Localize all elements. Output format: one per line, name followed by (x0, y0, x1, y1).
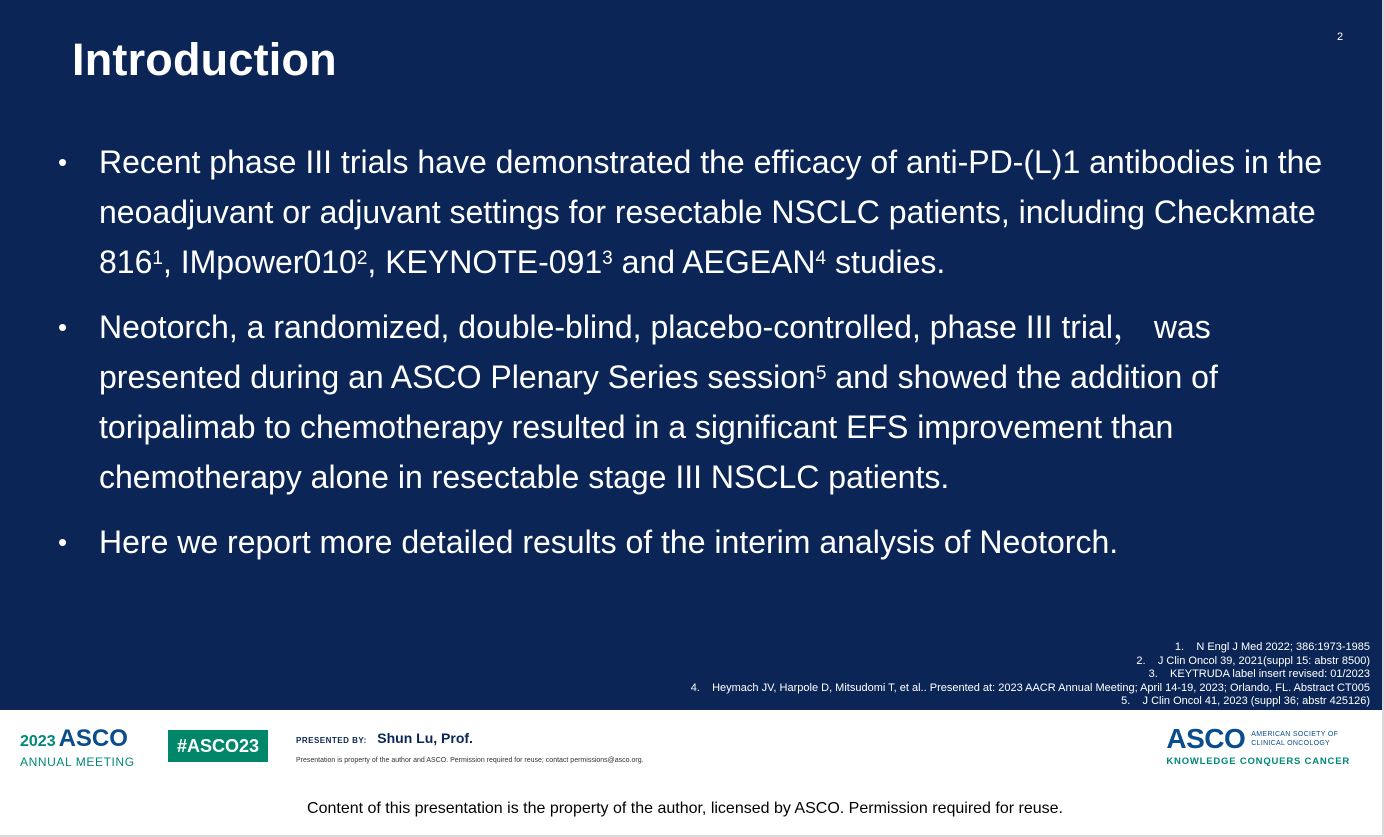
reference-item: 3. KEYTRUDA label insert revised: 01/2023 (1148, 668, 1370, 681)
references (691, 641, 1370, 709)
bullet-text: , IMpower010 (162, 244, 357, 280)
reference-superscript: 1 (152, 248, 163, 269)
bullet-dot-icon: • (58, 527, 68, 557)
bullet-item (58, 137, 1358, 287)
bullet-item (58, 302, 1358, 502)
reference-item: 4. Heymach JV, Harpole D, Mitsudomi T, et al.. Presented at: 2023 AACR Annual Meeting; April 14-19, 2023; Orlando, FL. Abstract CT005 (690, 681, 1370, 694)
asco-tagline: KNOWLEDGE CONQUERS CANCER (1166, 756, 1350, 767)
presented-by-label: PRESENTED BY: (296, 736, 367, 745)
bullet-dot-icon: • (58, 147, 68, 177)
reference-superscript: 2 (356, 248, 368, 269)
presenter-name: Shun Lu, Prof. (377, 730, 473, 746)
meeting-org: ASCO (58, 725, 128, 752)
reference-item: 5. J Clin Oncol 41, 2023 (suppl 36; abstr 425126) (1121, 695, 1370, 708)
presenter-block (296, 730, 644, 764)
asco-society-name: AMERICAN SOCIETY OF CLINICAL ONCOLOGY (1251, 731, 1339, 747)
reference-superscript: 5 (815, 363, 827, 384)
bullet-text: studies. (826, 244, 946, 280)
content-notice: Content of this presentation is the property of the author, licensed by ASCO. Permission required for reuse. (307, 800, 1063, 817)
slide-title: Introduction (72, 34, 337, 85)
hashtag-badge: #ASCO23 (168, 730, 268, 762)
page-number: 2 (1337, 31, 1344, 43)
bullet-text: Neotorch, a randomized, double-blind, placebo-controlled, phase III trial， was presented during an ASCO Plenary Series session (99, 309, 1211, 395)
bullet-text: Recent phase III trials have demonstrated the efficacy of anti-PD-(L)1 antibodies in the neoadjuvant or adjuvant settings for resectable NSCLC patients, including Checkmate 816 (99, 144, 1323, 280)
meeting-year: 2023 (20, 733, 56, 750)
bullet-list (58, 137, 1358, 582)
bullet-text: Here we report more detailed results of the interim analysis of Neotorch. (99, 524, 1119, 560)
meeting-label: ANNUAL MEETING (20, 755, 135, 769)
asco-annual-meeting-logo (20, 726, 135, 769)
asco-logo-word: ASCO (1166, 723, 1246, 754)
bullet-text: and AEGEAN (612, 244, 816, 280)
reference-item: 2. J Clin Oncol 39, 2021(suppl 15: abstr 8500) (1136, 654, 1370, 667)
bullet-item (58, 517, 1358, 567)
asco-logo (1166, 724, 1350, 767)
reference-superscript: 3 (602, 248, 613, 269)
footer-bar (0, 710, 1382, 780)
bullet-text: and showed the addition of toripalimab to chemotherapy resulted in a significant EFS improvement than chemotherapy alone in resectable stage III NSCLC patients. (99, 359, 1218, 495)
bullet-dot-icon: • (58, 312, 68, 342)
property-notice: Presentation is property of the author and ASCO. Permission required for reuse; contact permissions@asco.org. (296, 757, 644, 764)
reference-item: 1. N Engl J Med 2022; 386:1973-1985 (1174, 641, 1370, 653)
bullet-text: , KEYNOTE-091 (367, 244, 603, 280)
reference-superscript: 4 (815, 248, 827, 269)
